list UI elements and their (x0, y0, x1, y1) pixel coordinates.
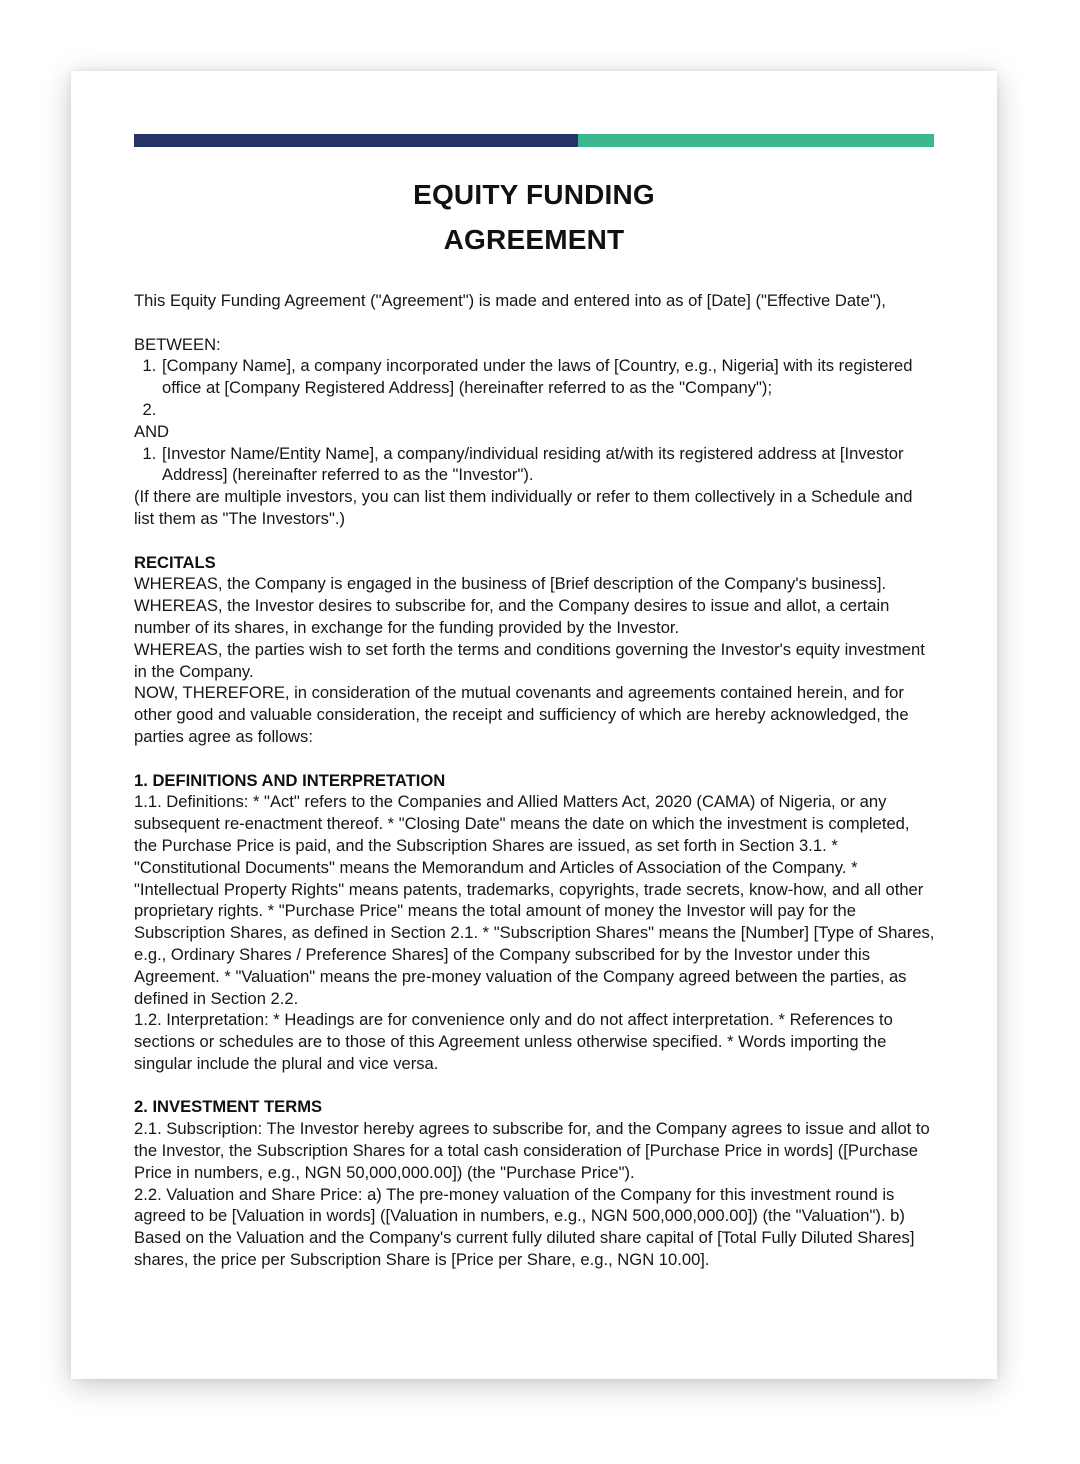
section-1-2-paragraph: 1.2. Interpretation: * Headings are for convenience only and do not affect interpretation. * References to sections or schedules are to those of this Agreement unless otherwise specified. * Words importing the singular include the plural and vice versa. (134, 1010, 893, 1073)
accent-bar-navy (134, 134, 578, 147)
recital-line: WHEREAS, the parties wish to set forth the terms and conditions governing the Investor's equity investment in the Company. (134, 639, 925, 681)
spacer (134, 312, 936, 334)
document-title-line-1: EQUITY FUNDING (413, 179, 655, 210)
recital-line: WHEREAS, the Investor desires to subscribe for, and the Company desires to issue and allot, a certain number of its shares, in exchange for the funding provided by the Investor. (134, 596, 890, 637)
document-body (134, 290, 936, 1271)
investor-party-item: 1. [Investor Name/Entity Name], a company/individual residing at/with its registered address at [Investor Address] (hereinafter referred to as the "Investor"). (161, 443, 936, 487)
document-title-line-2: AGREEMENT (443, 224, 625, 255)
section-2-heading: 2. INVESTMENT TERMS (134, 1097, 323, 1117)
investor-party-list (134, 443, 936, 487)
and-label: AND (134, 421, 170, 441)
section-1-1-paragraph: 1.1. Definitions: * "Act" refers to the Companies and Allied Matters Act, 2020 (CAMA) of Nigeria, or any subsequent re-enactment thereof. * "Closing Date" means the date on which the investment is completed, the Purchase Price is paid, and the Subscription Shares are issued, as set forth in Section 3.1. * "Constitutional Documents" means the Memorandum and Articles of Association of the Company. * "Intellectual Property Rights" means patents, trademarks, copyrights, trade secrets, know-how, and all other proprietary rights. * "Purchase Price" means the total amount of money the Investor will pay for the Subscription Shares, as defined in Section 2.1. * "Subscription Shares" means the [Number] [Type of Shares, e.g., Ordinary Shares / Preference Shares] of the Company subscribed for by the Investor under this Agreement. * "Valuation" means the pre-money valuation of the Company agreed between the parties, as defined in Section 2.2. (134, 792, 935, 1008)
spacer (134, 530, 936, 552)
between-label: BETWEEN: (134, 334, 221, 354)
between-party-list (134, 355, 936, 420)
between-party-item (161, 399, 936, 421)
accent-bar-green (578, 134, 934, 147)
recital-line: NOW, THEREFORE, in consideration of the mutual covenants and agreements contained herein, and for other good and valuable consideration, the receipt and sufficiency of which are hereby acknowledged, the parties agree as follows: (134, 683, 909, 746)
recitals-heading: RECITALS (134, 552, 216, 572)
multiple-investors-note: (If there are multiple investors, you can list them individually or refer to them collectively in a Schedule and list them as "The Investors".) (134, 487, 913, 528)
recital-line: WHEREAS, the Company is engaged in the business of [Brief description of the Company's business]. (134, 574, 887, 594)
between-party-item: 1. [Company Name], a company incorporated under the laws of [Country, e.g., Nigeria] with its registered office at [Company Registered Address] (hereinafter referred to as the "Company"); (161, 355, 936, 399)
spacer (134, 1075, 936, 1097)
section-2-2-paragraph: 2.2. Valuation and Share Price: a) The pre-money valuation of the Company for this investment round is agreed to be [Valuation in words] ([Valuation in numbers, e.g., NGN 500,000,000.00]) (the "Valuation"). b) Based on the Valuation and the Company's current fully diluted share capital of [Total Fully Diluted Shares] shares, the price per Subscription Share is [Price per Share, e.g., NGN 10.00]. (134, 1184, 915, 1270)
section-1-heading: 1. DEFINITIONS AND INTERPRETATION (134, 770, 446, 790)
section-2-1-paragraph: 2.1. Subscription: The Investor hereby agrees to subscribe for, and the Company agrees to issue and allot to the Investor, the Subscription Shares for a total cash consideration of [Purchase Price in words] ([Purchase Price in numbers, e.g., NGN 50,000,000.00]) (the "Purchase Price"). (134, 1119, 930, 1182)
header-accent-bar (134, 134, 934, 147)
document-title (71, 172, 997, 262)
spacer (134, 748, 936, 770)
intro-paragraph: This Equity Funding Agreement ("Agreement") is made and entered into as of [Date] ("Effective Date"), (134, 291, 886, 310)
document-page (71, 71, 997, 1379)
